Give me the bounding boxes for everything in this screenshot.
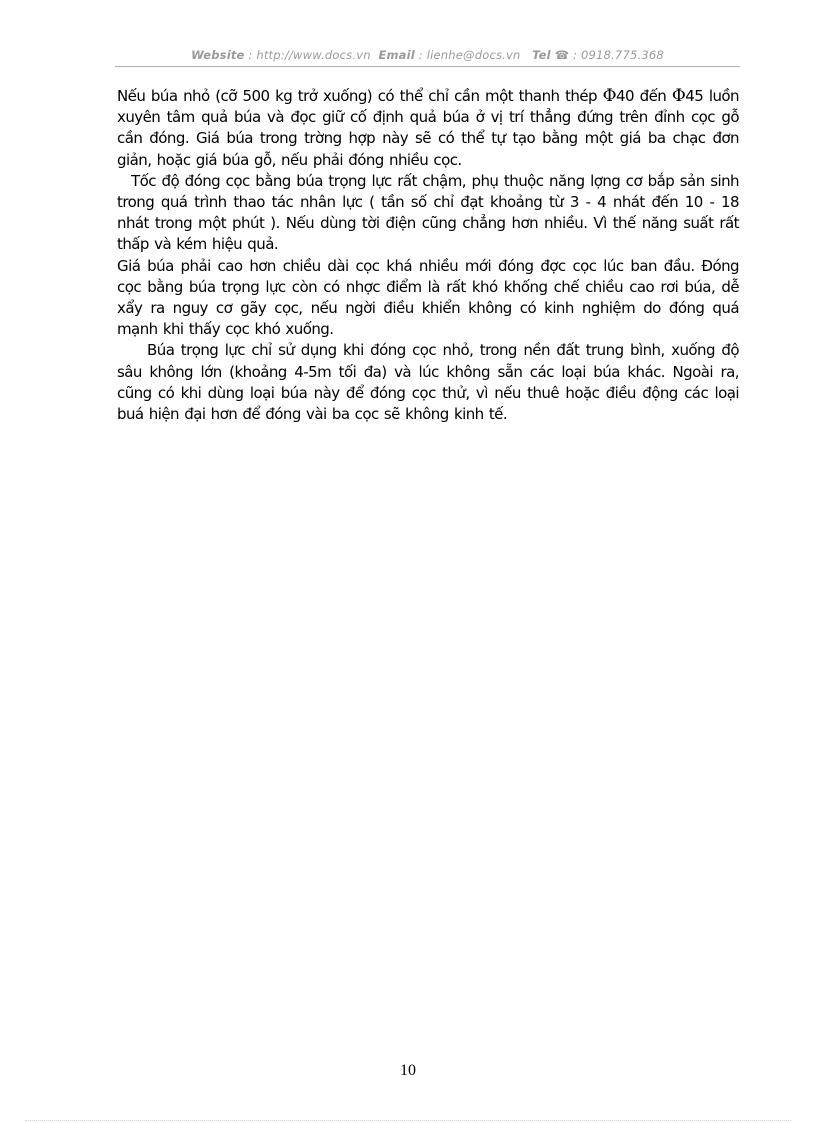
paragraph-1-text-end: 45 luồn xuyên tâm quả búa và đọc giữ cố định quả búa ở vị trí thẳng đứng trên đỉnh cọc gỗ cần đóng. Giá búa trong trờng hợp này sẽ có thể tự tạo bằng một giá ba chạc đơn giản, hoặc giá búa gỗ, nếu phải đóng nhiều cọc. [117,87,739,169]
paragraph-3: Giá búa phải cao hơn chiều dài cọc khá nhiều mới đóng đợc cọc lúc ban đầu. Đóng cọc bằng búa trọng lực còn có nhợc điểm là rất khó khống chế chiều cao rơi búa, dễ xẩy ra nguy cơ gãy cọc, nếu ngời điều khiển không có kinh nghiệm do đóng quá mạnh khi thấy cọc khó xuống. [117,256,739,339]
tel-value: : 0918.775.368 [573,48,664,62]
email-value[interactable]: : lienhe@docs.vn [418,48,521,62]
website-value[interactable]: : http://www.docs.vn [248,48,371,62]
diameter-symbol: Φ [671,86,686,106]
page-number: 10 [400,1062,416,1079]
website-label: Website [191,48,245,62]
document-body [117,86,739,425]
paragraph-1-text-start: Nếu búa nhỏ (cỡ 500 kg trở xuống) có thể chỉ cần một thanh thép [117,87,603,105]
paragraph-4: Búa trọng lực chỉ sử dụng khi đóng cọc nhỏ, trong nền đất trung bình, xuống độ sâu không lớn (khoảng 4-5m tối đa) và lúc không sẵn các loại búa khác. Ngoài ra, cũng có khi dùng loại búa này để đóng cọc thử, vì nếu thuê hoặc điều động các loại buá hiện đại hơn để đóng vài ba cọc sẽ không kinh tế. [117,341,739,424]
document-header [115,48,740,62]
footer-divider [25,1120,791,1121]
diameter-symbol: Φ [602,86,617,106]
paragraph-1 [117,86,739,171]
phone-icon: ☎ [554,48,570,62]
header-divider [115,66,740,67]
paragraph-1-text-mid: 40 đến [616,87,672,105]
tel-label: Tel [532,48,551,62]
email-label: Email [378,48,415,62]
paragraph-2: Tốc độ đóng cọc bằng búa trọng lực rất chậm, phụ thuộc năng lợng cơ bắp sản sinh trong quá trình thao tác nhân lực ( tần số chỉ đạt khoảng từ 3 - 4 nhát đến 10 - 18 nhát trong một phút ). Nếu dùng tời điện cũng chẳng hơn nhiều. Vì thế năng suất rất thấp và kém hiệu quả. [117,171,739,254]
